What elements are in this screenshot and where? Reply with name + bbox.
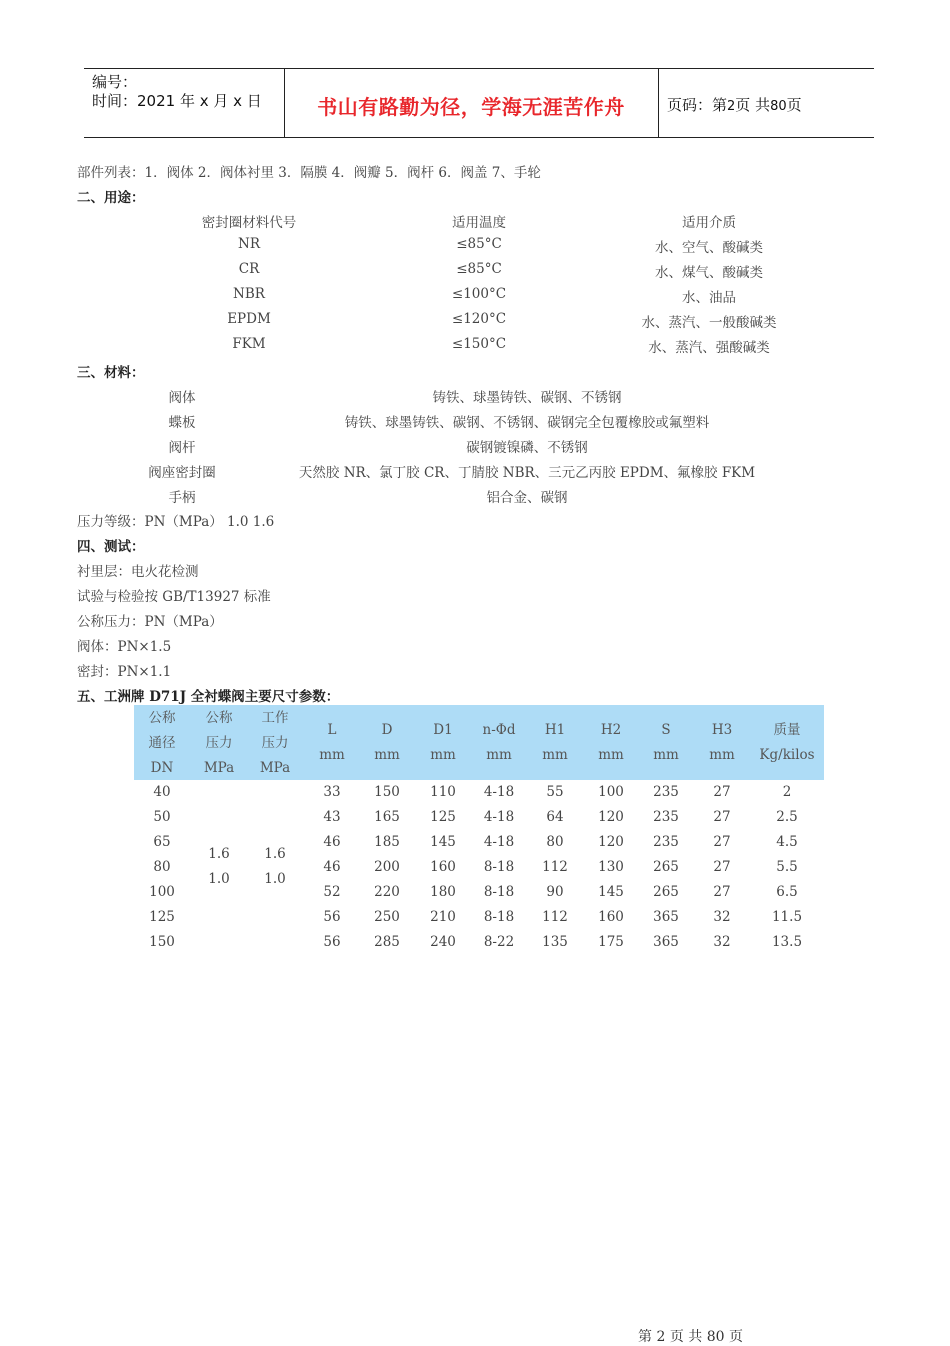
page-prefix: 页码：第 [667,96,728,114]
table-header-cell: 质量 [773,722,801,738]
header-page-cell [658,69,874,137]
table-header-cell: n-Φd [482,722,516,738]
footer-page-number: 2 [656,1329,666,1345]
table-cell: 80 [546,834,564,850]
table-cell: 185 [374,834,400,850]
material-spec: 铸铁、球墨铸铁、碳钢、不锈钢、碳钢完全包覆橡胶或氟塑料 [344,415,710,431]
table-cell: 2.5 [776,809,798,825]
material-spec: 碳钢镀镍磷、不锈钢 [466,440,588,456]
document-time [92,90,262,111]
testing-line-lining: 衬里层：电火花检测 [77,564,199,580]
table-cell: 160 [598,909,624,925]
usage-cell: ≤85°C [456,236,502,252]
table-cell: 165 [374,809,400,825]
header-motto-cell [284,69,659,137]
usage-cell: CR [238,261,260,277]
table-header-cell: L [327,722,337,738]
table-cell: 8-18 [483,909,515,925]
table-cell: 90 [546,884,564,900]
usage-cell: ≤120°C [451,311,507,327]
table-cell: 27 [713,884,731,900]
table-header-cell: MPa [203,760,235,776]
table-header-cell: 公称 [205,710,233,726]
table-header-cell: D1 [433,722,453,738]
table-header-cell: 工作 [261,710,289,726]
footer-mid: 页 共 [669,1329,703,1345]
testing-heading: 四、测试： [77,539,145,555]
table-cell: 8-22 [483,934,515,950]
table-cell: 220 [374,884,400,900]
testing-line-standard: 试验与检验按 GB/T13927 标准 [77,589,271,605]
table-cell: 56 [323,934,341,950]
usage-col-header: 适用介质 [682,215,736,231]
usage-cell: 水、蒸汽、一般酸碱类 [641,315,777,331]
table-cell: 27 [713,809,731,825]
table-cell: 265 [653,859,679,875]
table-cell: 4-18 [483,784,515,800]
table-cell: 112 [542,859,568,875]
usage-cell: 水、油品 [682,290,736,306]
testing-line-nominal-pressure: 公称压力：PN（MPa） [77,614,223,630]
usage-cell: FKM [232,336,266,352]
material-spec: 铸铁、球墨铸铁、碳钢、不锈钢 [432,390,622,406]
usage-cell: NBR [233,286,265,302]
table-header-cell: 压力 [205,735,233,751]
table-header-cell: MPa [259,760,291,776]
table-cell: 46 [323,834,341,850]
table-cell: 40 [153,784,171,800]
table-cell: 365 [653,934,679,950]
header-page-indicator [667,94,802,115]
table-header-cell: H2 [600,722,622,738]
usage-cell: 水、煤气、酸碱类 [655,265,763,281]
table-header-cell: mm [430,747,456,763]
table-cell: 5.5 [776,859,798,875]
table-cell: 112 [542,909,568,925]
table-header-cell: mm [653,747,679,763]
page-mid: 页 共 [735,96,771,114]
table-cell: 55 [546,784,564,800]
page-footer [638,1326,743,1346]
table-cell: 27 [713,784,731,800]
table-cell: 125 [430,809,456,825]
material-spec: 铝合金、碳钢 [486,490,568,506]
usage-cell: ≤100°C [451,286,507,302]
page-total: 80 [770,99,787,114]
usage-cell: 水、蒸汽、强酸碱类 [648,340,770,356]
table-cell: 235 [653,809,679,825]
table-header-cell: 通径 [148,735,176,751]
testing-line-seal: 密封：PN×1.1 [77,664,172,680]
table-cell: 160 [430,859,456,875]
table-cell: 200 [374,859,400,875]
table-cell: 125 [149,909,175,925]
footer-suffix: 页 [729,1329,744,1345]
table-cell: 13.5 [771,934,803,950]
nominal-pressure-cell: 1.6 [208,846,230,862]
document-number-label: 编号： [92,73,138,91]
material-part: 蝶板 [168,415,196,431]
working-pressure-cell: 1.6 [264,846,286,862]
table-header-cell: mm [486,747,512,763]
time-label: 时间： [92,92,138,110]
usage-cell: EPDM [227,311,271,327]
table-cell: 65 [153,834,171,850]
time-value: 2021 年 x 月 x 日 [137,92,262,110]
table-cell: 150 [374,784,400,800]
testing-line-body: 阀体：PN×1.5 [77,639,172,655]
table-cell: 50 [153,809,171,825]
table-cell: 240 [430,934,456,950]
table-header-cell: H1 [544,722,566,738]
pressure-grade: 压力等级：PN（MPa） 1.0 1.6 [77,514,275,530]
table-cell: 80 [153,859,171,875]
table-cell: 135 [542,934,568,950]
page-suffix: 页 [786,96,802,114]
table-cell: 180 [430,884,456,900]
table-header-cell: mm [374,747,400,763]
table-header-cell: S [661,722,671,738]
material-part: 阀座密封圈 [148,465,216,481]
table-header-cell: mm [709,747,735,763]
usage-cell: NR [238,236,260,252]
table-cell: 46 [323,859,341,875]
table-cell: 8-18 [483,884,515,900]
table-cell: 175 [598,934,624,950]
table-cell: 235 [653,784,679,800]
table-cell: 52 [323,884,341,900]
table-cell: 6.5 [776,884,798,900]
table-cell: 365 [653,909,679,925]
table-cell: 27 [713,834,731,850]
page-number: 2 [727,99,736,114]
table-header-cell: mm [542,747,568,763]
usage-cell: ≤150°C [451,336,507,352]
table-header-cell: 公称 [148,710,176,726]
nominal-pressure-cell: 1.0 [208,871,230,887]
table-cell: 265 [653,884,679,900]
table-cell: 110 [430,784,456,800]
usage-col-header: 适用温度 [452,215,506,231]
usage-heading: 二、用途： [77,190,145,206]
material-part: 阀体 [168,390,196,406]
table-cell: 100 [149,884,175,900]
table-cell: 120 [598,834,624,850]
table-cell: 250 [374,909,400,925]
dimensions-heading: 五、工洲牌 D71J 全衬蝶阀主要尺寸参数： [77,689,340,705]
table-cell: 43 [323,809,341,825]
table-cell: 32 [713,934,731,950]
table-cell: 145 [430,834,456,850]
table-cell: 145 [598,884,624,900]
table-cell: 130 [598,859,624,875]
table-cell: 4-18 [483,809,515,825]
table-cell: 285 [374,934,400,950]
table-header-cell: Kg/kilos [759,747,815,763]
table-cell: 120 [598,809,624,825]
footer-prefix: 第 [638,1329,652,1345]
table-cell: 56 [323,909,341,925]
header-motto: 书山有路勤为径，学海无涯苦作舟 [317,95,625,119]
usage-cell: 水、空气、酸碱类 [655,240,763,256]
table-header-cell: D [381,722,393,738]
table-cell: 64 [546,809,564,825]
footer-page-total: 80 [706,1329,725,1345]
table-cell: 2 [782,784,792,800]
table-cell: 235 [653,834,679,850]
usage-cell: ≤85°C [456,261,502,277]
table-cell: 27 [713,859,731,875]
table-cell: 210 [430,909,456,925]
material-part: 阀杆 [168,440,196,456]
working-pressure-cell: 1.0 [264,871,286,887]
table-cell: 33 [323,784,341,800]
usage-col-header: 密封圈材料代号 [201,215,297,231]
material-spec: 天然胶 NR、氯丁胶 CR、丁腈胶 NBR、三元乙丙胶 EPDM、氟橡胶 FKM [298,465,756,481]
table-header-cell: 压力 [261,735,289,751]
table-cell: 150 [149,934,175,950]
table-header-cell: mm [319,747,345,763]
material-part: 手柄 [168,490,196,506]
page-header [84,68,874,138]
header-meta-cell [84,69,285,137]
table-cell: 100 [598,784,624,800]
table-cell: 32 [713,909,731,925]
materials-heading: 三、材料： [77,365,145,381]
table-cell: 11.5 [771,909,803,925]
parts-list: 部件列表：1．阀体 2．阀体衬里 3．隔膜 4．阀瓣 5．阀杆 6．阀盖 7、手轮 [77,165,541,181]
table-header-cell: DN [150,760,174,776]
table-cell: 4-18 [483,834,515,850]
table-cell: 4.5 [776,834,798,850]
table-header-cell: H3 [711,722,733,738]
table-header-cell: mm [598,747,624,763]
table-cell: 8-18 [483,859,515,875]
